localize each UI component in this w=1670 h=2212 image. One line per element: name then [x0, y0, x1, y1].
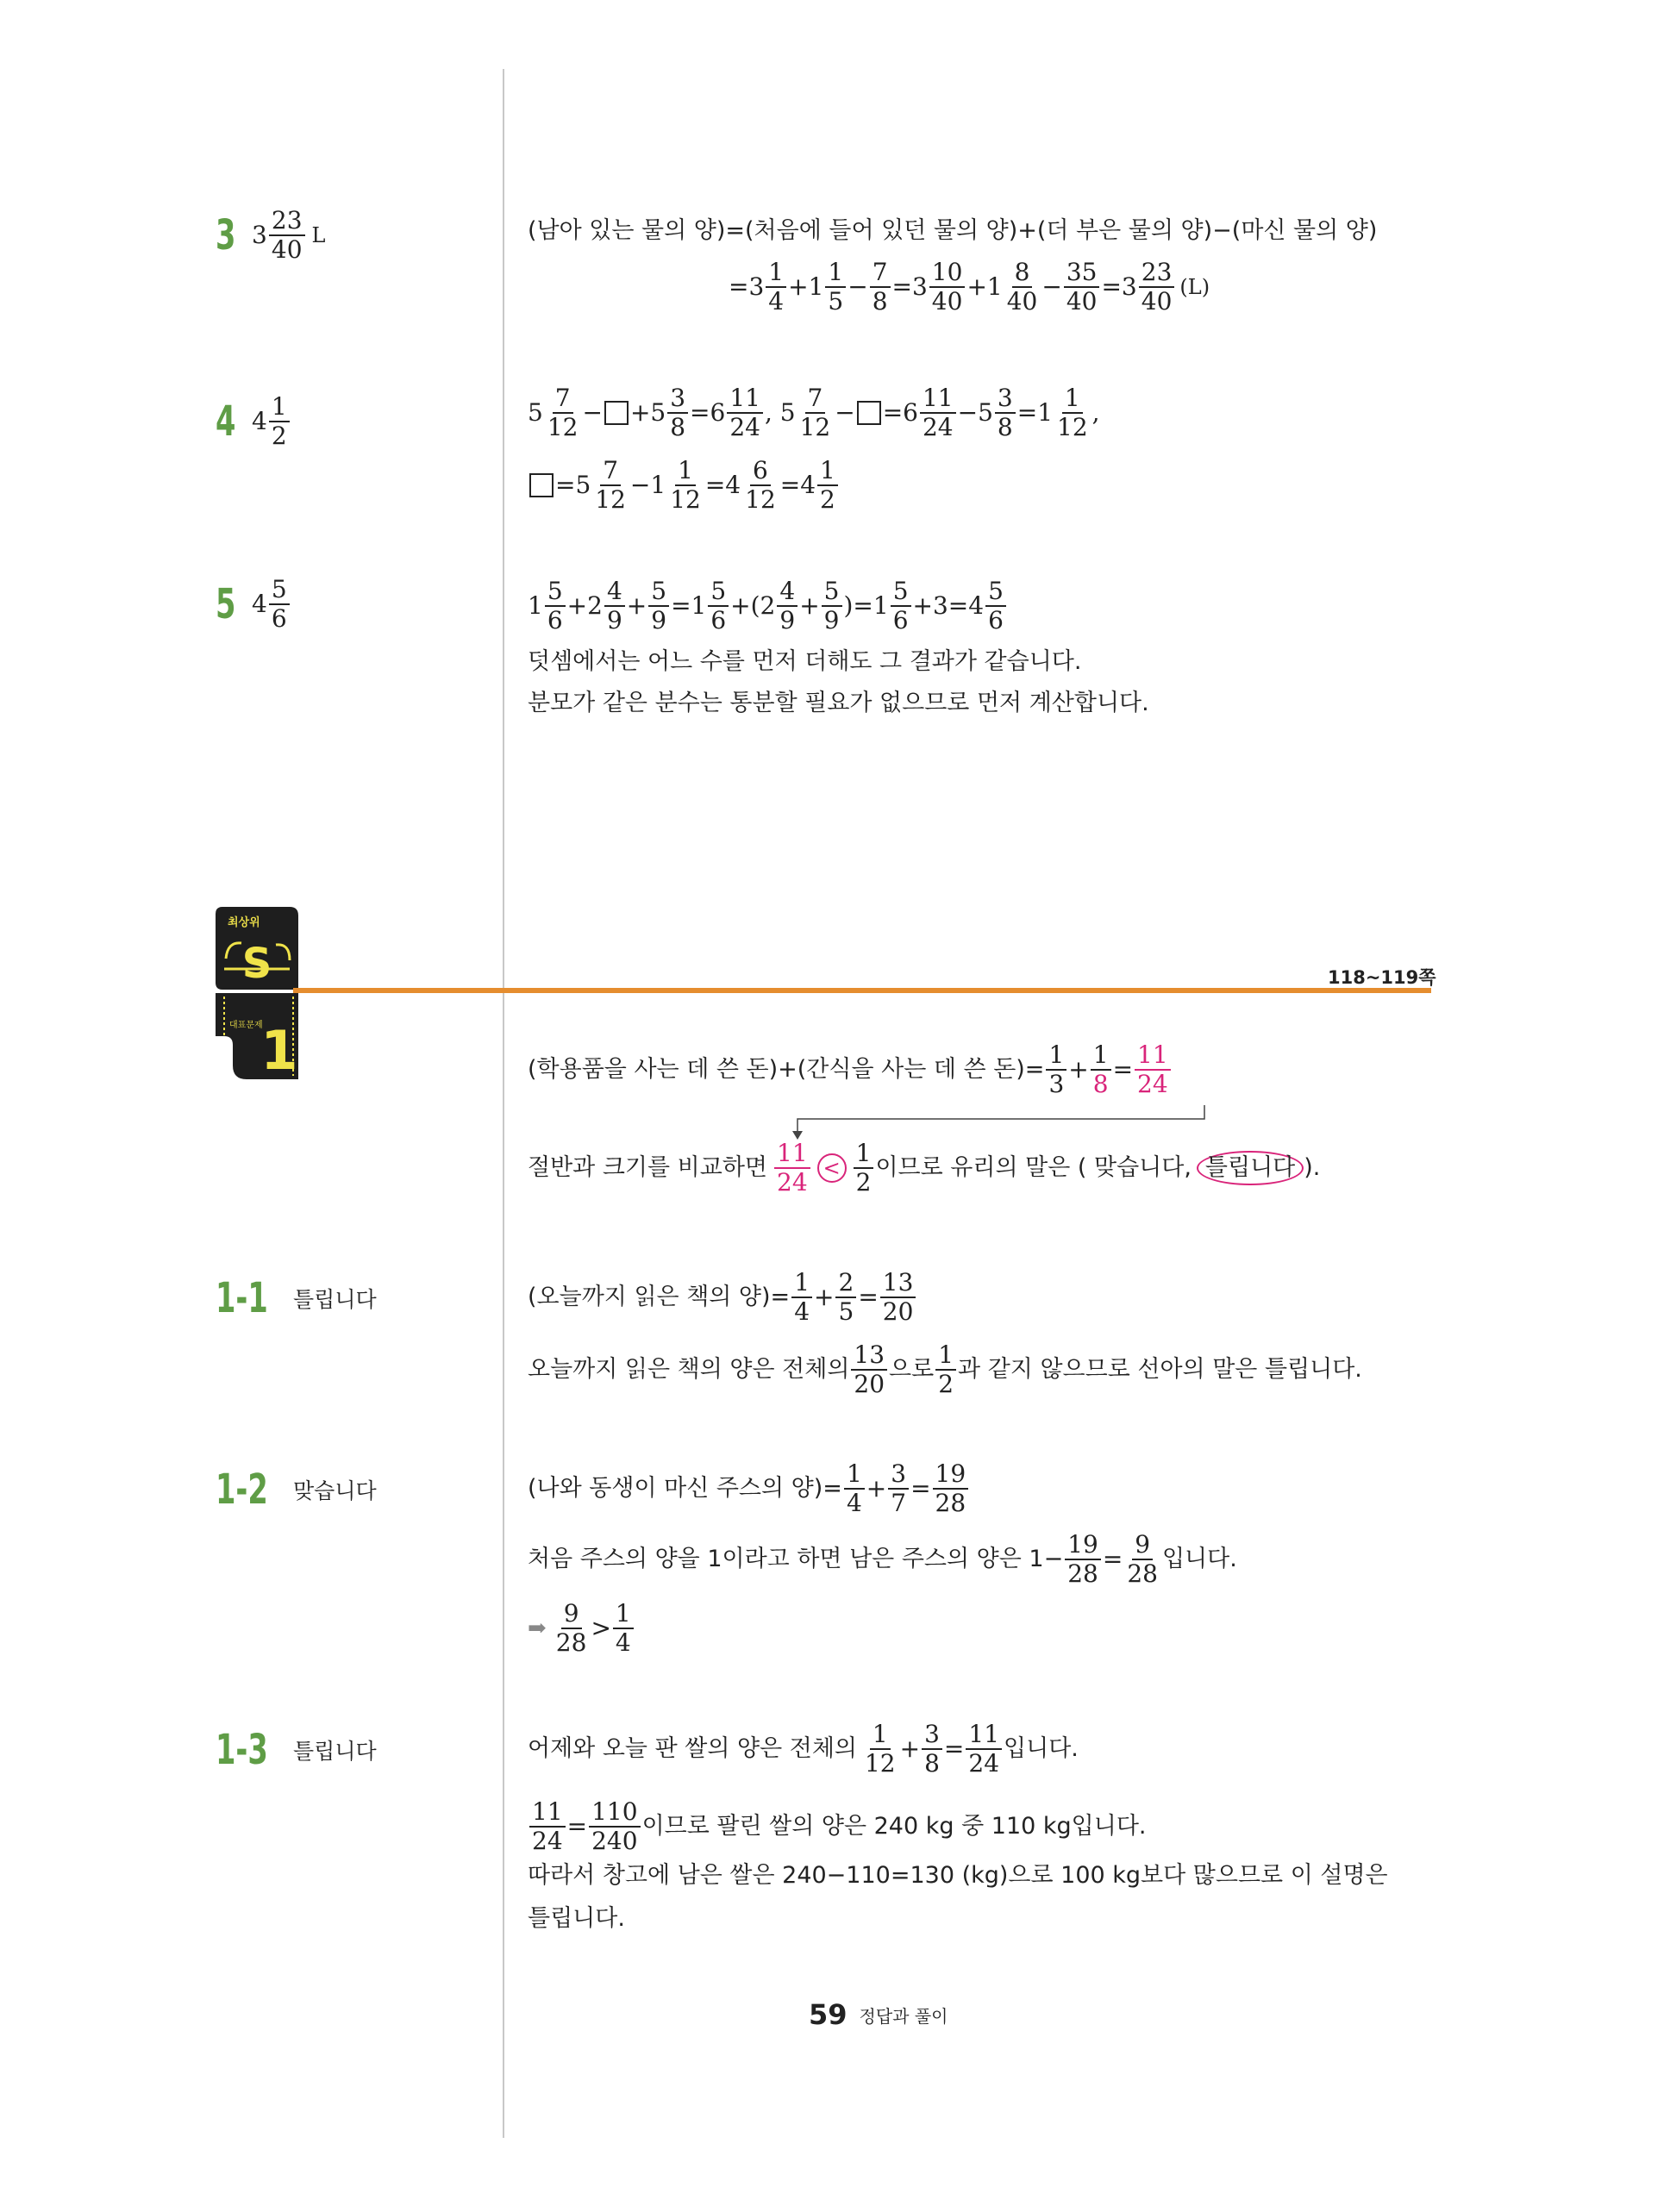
- center-divider: [503, 69, 504, 2138]
- answer-1-2: [216, 1465, 377, 1514]
- item-number: 3: [216, 211, 236, 260]
- answer-1-1: [216, 1274, 377, 1322]
- q1-2-line1: (나와 동생이 마신 주스의 양)= $\frac{1}{4}$ + $\frac{3}{7}$ = $\frac{19}{28}$: [528, 1460, 970, 1517]
- rep1-line1: (학용품을 사는 데 쓴 돈)+(간식을 사는 데 쓴 돈)= $\frac{1}{3}$ + $\frac{1}{8}$ = $\frac{11}{24}$: [528, 1041, 1173, 1098]
- q1-2-line2: 처음 주스의 양을 1이라고 하면 남은 주스의 양은 1− $\frac{19}{28}$ = $\frac{9}{28}$ 입니다.: [528, 1530, 1237, 1589]
- blank-box: [529, 473, 554, 497]
- q1-3-line4: 틀립니다.: [528, 1905, 625, 1932]
- answer-text: 맞습니다: [293, 1478, 377, 1503]
- q1-3-line3: 따라서 창고에 남은 쌀은 240−110=130 (kg)으로 100 kg보다 많으므로 이 설명은: [528, 1862, 1388, 1889]
- page-range: 118~119쪽: [1328, 967, 1436, 988]
- blank-box: [857, 401, 881, 425]
- arrow-right-icon: ➡: [528, 1615, 547, 1641]
- less-than-mark: <: [817, 1153, 847, 1183]
- answer-text: 틀립니다: [293, 1287, 377, 1312]
- answer-3: [216, 207, 325, 264]
- q4-line2: =5 $\frac{7}{12}$ −1 $\frac{1}{12}$ =4 $\frac{6}{12}$ =4 $\frac{1}{2}$: [528, 457, 840, 514]
- blank-box: [604, 401, 629, 425]
- circled-answer: 틀립니다: [1197, 1151, 1304, 1185]
- q1-1-line1: (오늘까지 읽은 책의 양)= $\frac{1}{4}$ + $\frac{2}{5}$ = $\frac{13}{20}$: [528, 1269, 917, 1326]
- compare-arrow: [789, 1105, 1211, 1140]
- answer-unit: L: [311, 222, 326, 247]
- q5-text1: 덧셈에서는 어느 수를 먼저 더해도 그 결과가 같습니다.: [528, 648, 1082, 675]
- badge-number: 1: [260, 1019, 298, 1079]
- q4-line1: 5 $\frac{7}{12}$ − +5 $\frac{3}{8}$ =6 $\frac{11}{24}$ , 5 $\frac{7}{12}$ − =6 $\frac{11}{24}$ −5 $\frac{3}{8}$ =1 $\frac{1}{12}$ ,: [528, 384, 1100, 442]
- item-number: 1-2: [216, 1465, 268, 1514]
- footer-label: 정답과 풀이: [859, 2005, 948, 2027]
- answer-1-3: [216, 1726, 377, 1774]
- answer-4: 4 4 $\frac{1}{2}$: [216, 393, 291, 450]
- answer-fraction: $\frac{23}{40}$: [269, 207, 305, 264]
- badge-top-label: 최상위: [228, 916, 260, 929]
- item-number: 5: [216, 580, 236, 629]
- item-number: 1-1: [216, 1274, 268, 1322]
- page-number: 59: [809, 1998, 848, 2031]
- q1-2-line3: ➡ $\frac{9}{28}$ > $\frac{1}{4}$: [528, 1600, 635, 1657]
- rep1-line2: 절반과 크기를 비교하면 $\frac{11}{24}$ < $\frac{1}{2}$ 이므로 유리의 말은 ( 맞습니다, 틀립니다 ).: [528, 1139, 1321, 1197]
- badge-side-label: 대표문제: [229, 1021, 263, 1030]
- section-divider: [293, 988, 1431, 993]
- page-footer: [809, 1998, 948, 2031]
- q1-3-line2: $\frac{11}{24}$ = $\frac{110}{240}$ 이므로 팔린 쌀의 양은 240 kg 중 110 kg입니다.: [528, 1798, 1147, 1855]
- item-number: 4: [216, 397, 236, 447]
- q1-1-line2: 오늘까지 읽은 책의 양은 전체의 $\frac{13}{20}$ 으로 $\frac{1}{2}$ 과 같지 않으므로 선아의 말은 틀립니다.: [528, 1340, 1362, 1399]
- q3-line1: (남아 있는 물의 양)=(처음에 들어 있던 물의 양)+(더 부은 물의 양)−(마신 물의 양): [528, 217, 1378, 244]
- q5-line1: 1 $\frac{5}{6}$ +2 $\frac{4}{9}$ + $\frac{5}{9}$ =1 $\frac{5}{6}$ +(2 $\frac{4}{9}$ + $\frac{5}{9}$ )=1 $\frac{5}{6}$ +3=4 $\frac{5}{6}$: [528, 578, 1008, 634]
- q3-line2: =3 $\frac{1}{4}$ +1 $\frac{1}{5}$ − $\frac{7}{8}$ =3 $\frac{10}{40}$ +1 $\frac{8}{40}$ − $\frac{35}{40}$ =3 $\frac{23}{40}$ (L): [729, 258, 1210, 316]
- answer-text: 틀립니다: [293, 1739, 377, 1764]
- rep-problem-badge: [216, 907, 302, 1079]
- answer-whole: 3: [252, 221, 267, 250]
- q1-3-line1: 어제와 오늘 판 쌀의 양은 전체의 $\frac{1}{12}$ + $\frac{3}{8}$ = $\frac{11}{24}$ 입니다.: [528, 1720, 1079, 1778]
- q5-text2: 분모가 같은 분수는 통분할 필요가 없으므로 먼저 계산합니다.: [528, 690, 1149, 716]
- badge-letter: S: [241, 940, 272, 988]
- item-number: 1-3: [216, 1726, 268, 1774]
- answer-5: 5 4 $\frac{5}{6}$: [216, 576, 291, 633]
